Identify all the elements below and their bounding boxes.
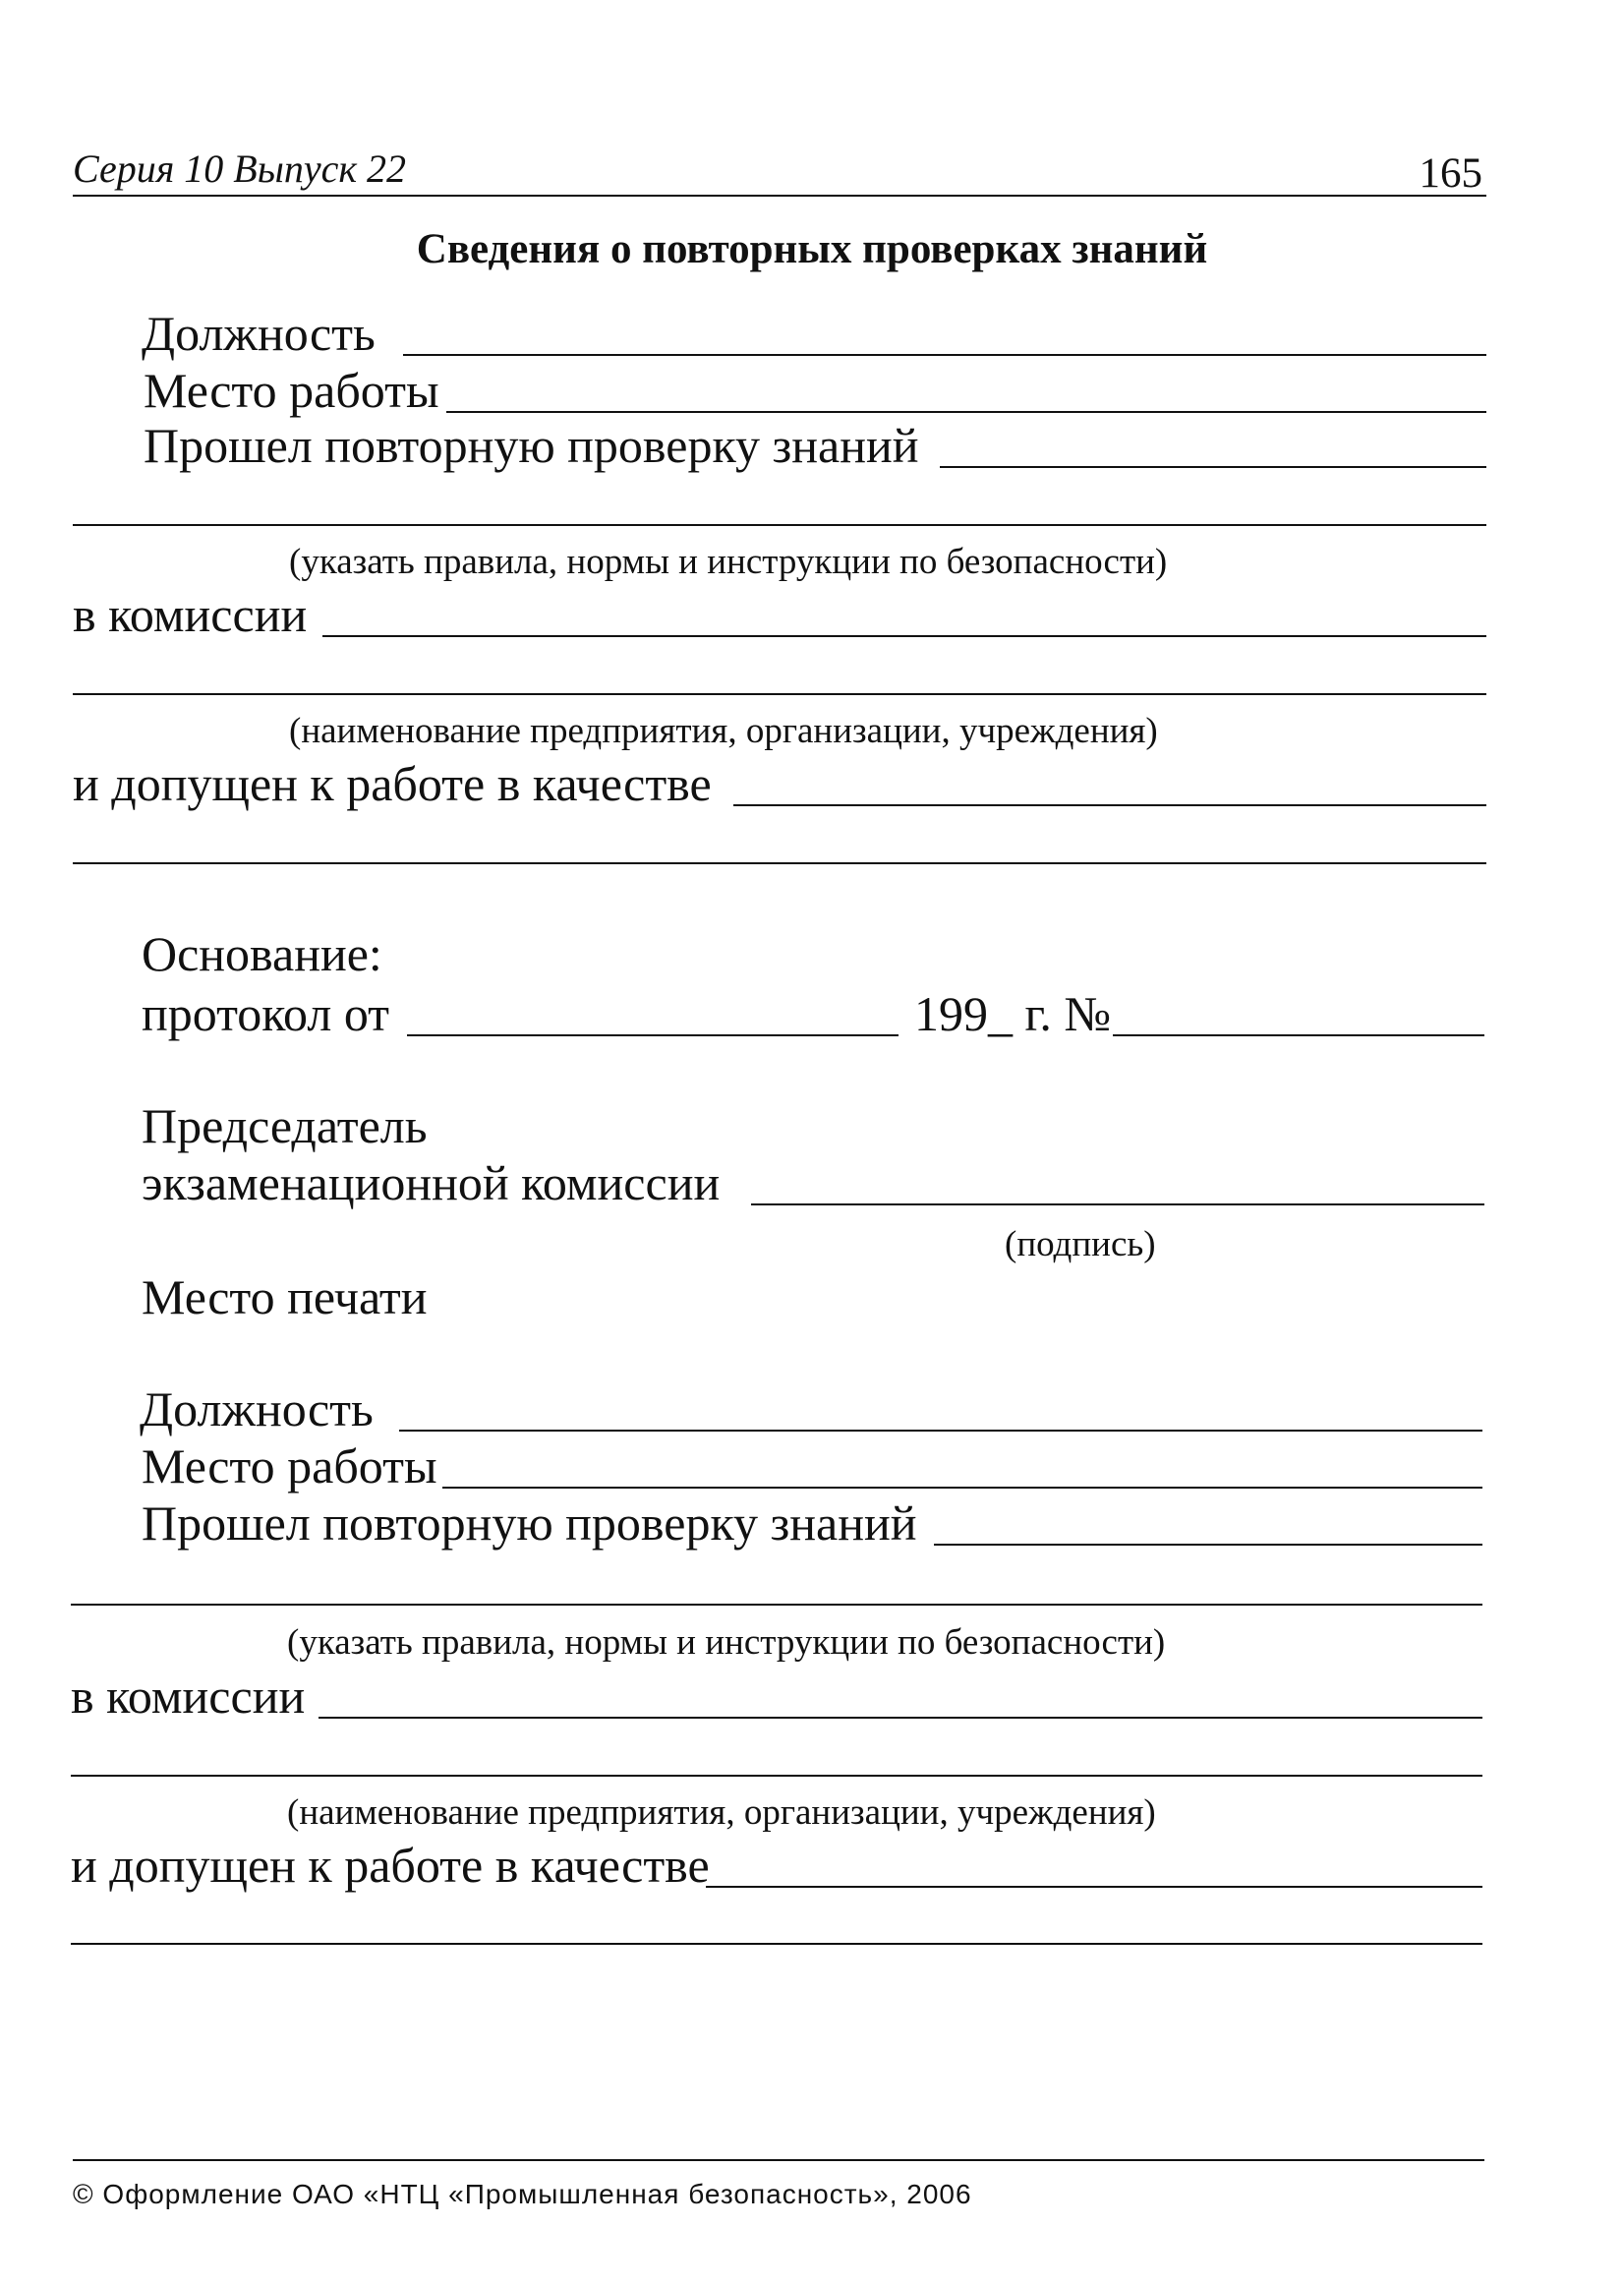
- footer-rule: [73, 2159, 1484, 2161]
- protocol-number-field[interactable]: [1113, 1034, 1484, 1036]
- page-number: 165: [1419, 150, 1482, 197]
- commission-field[interactable]: [319, 1717, 1482, 1719]
- position-label: Должность: [140, 1381, 374, 1436]
- workplace-label: Место работы: [144, 363, 439, 418]
- page-title: Сведения о повторных проверках знаний: [416, 226, 1208, 272]
- signature-caption: (подпись): [1005, 1224, 1156, 1264]
- organization-field[interactable]: [73, 693, 1486, 695]
- copyright-footer: © Оформление ОАО «НТЦ «Промышленная безопасность», 2006: [73, 2179, 972, 2209]
- position-field[interactable]: [403, 354, 1486, 356]
- position-field[interactable]: [399, 1430, 1482, 1432]
- admitted-label: и допущен к работе в качестве: [73, 756, 712, 811]
- admitted-label: и допущен к работе в качестве: [71, 1838, 710, 1893]
- passed-check-field[interactable]: [934, 1544, 1482, 1546]
- workplace-label: Место работы: [142, 1438, 437, 1494]
- admitted-field[interactable]: [733, 804, 1486, 806]
- chairman-label: Председатель: [142, 1098, 428, 1153]
- protocol-date-field[interactable]: [407, 1034, 899, 1036]
- admitted-field-continued[interactable]: [71, 1943, 1482, 1945]
- passed-check-field[interactable]: [940, 466, 1486, 468]
- position-label: Должность: [142, 306, 376, 361]
- rules-field[interactable]: [73, 524, 1486, 526]
- exam-commission-label: экзаменационной комиссии: [142, 1155, 721, 1210]
- seal-place-label: Место печати: [142, 1269, 428, 1324]
- admitted-field-continued[interactable]: [73, 862, 1486, 864]
- protocol-year-label: 199_ г. №: [914, 986, 1112, 1041]
- rules-field[interactable]: [71, 1604, 1482, 1606]
- protocol-label: протокол от: [142, 986, 390, 1041]
- workplace-field[interactable]: [442, 1487, 1482, 1489]
- basis-label: Основание:: [142, 926, 382, 981]
- header-rule: [73, 195, 1486, 197]
- workplace-field[interactable]: [446, 411, 1486, 413]
- organization-caption: (наименование предприятия, организации, учреждения): [289, 711, 1158, 751]
- passed-check-label: Прошел повторную проверку знаний: [142, 1495, 917, 1551]
- passed-check-label: Прошел повторную проверку знаний: [144, 418, 919, 473]
- organization-field[interactable]: [71, 1775, 1482, 1777]
- commission-label: в комиссии: [71, 1669, 306, 1724]
- rules-caption: (указать правила, нормы и инструкции по безопасности): [287, 1622, 1166, 1663]
- series-issue-header: Серия 10 Выпуск 22: [73, 146, 407, 191]
- signature-field[interactable]: [751, 1203, 1484, 1205]
- rules-caption: (указать правила, нормы и инструкции по безопасности): [289, 542, 1168, 582]
- admitted-field[interactable]: [706, 1886, 1482, 1888]
- commission-field[interactable]: [322, 635, 1486, 637]
- commission-label: в комиссии: [73, 587, 308, 642]
- organization-caption: (наименование предприятия, организации, учреждения): [287, 1792, 1156, 1833]
